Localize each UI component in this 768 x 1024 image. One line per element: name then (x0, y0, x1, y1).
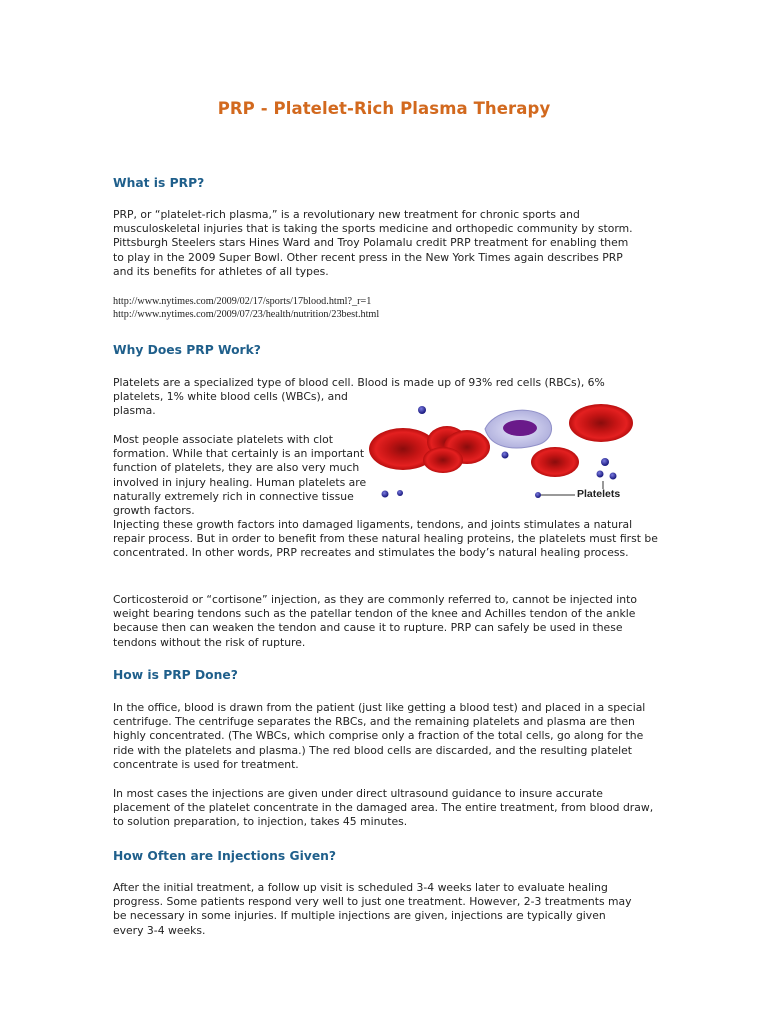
heading-how-prp-done: How is PRP Done? (113, 668, 238, 682)
paragraph-how-often: After the initial treatment, a follow up visit is scheduled 3-4 weeks later to evaluate healing progress. Some patients respond very well to just one treatment. However, 2-3 treatments may be necessary in some injuries. If multiple injections are given, injections are typically given every 3-4 weeks. (113, 881, 632, 937)
paragraph-what-is-prp: PRP, or “platelet-rich plasma,” is a revolutionary new treatment for chronic sports and musculoskeletal injuries that is taking the sports medicine and orthopedic community by storm. Pittsburgh Steelers stars Hines Ward and Troy Polamalu credit PRP treatment for enabling them to play in the 2009 Super Bowl. Other recent press in the New York Times again describes PRP and its benefits for athletes of all types. (113, 208, 633, 278)
platelet (397, 490, 403, 496)
platelet (502, 452, 509, 459)
heading-what-is-prp: What is PRP? (113, 176, 205, 190)
reference-link-1[interactable]: http://www.nytimes.com/2009/02/17/sports/17blood.html?_r=1 (113, 296, 372, 307)
platelet (418, 406, 426, 414)
paragraph-why-rest: platelets, 1% white blood cells (WBCs), and plasma. (113, 390, 348, 418)
platelet (597, 471, 604, 478)
platelet (382, 491, 389, 498)
paragraph-growth-factors: Injecting these growth factors into damaged ligaments, tendons, and joints stimulates a natural repair process. But in order to benefit from these natural healing proteins, the platelets must first be concentrated. In other words, PRP recreates and stimulates the body’s natural healing process. (113, 518, 658, 560)
paragraph-cortisone: Corticosteroid or “cortisone” injection, as they are commonly referred to, cannot be injected into weight bearing tendons such as the patellar tendon of the knee and Achilles tendon of the ankle because then can weaken the tendon and cause it to rupture. PRP can safely be used in these tendons without the risk of rupture. (113, 593, 637, 649)
paragraph-platelet-function: Most people associate platelets with clot formation. While that certainly is an important function of platelets, they are also very much involved in injury healing. Human platelets are naturally extremely rich in connective tissue growth factors. (113, 433, 367, 518)
platelets-label: Platelets (577, 488, 621, 500)
page-title: PRP - Platelet-Rich Plasma Therapy (217, 99, 551, 118)
red-blood-cell (531, 447, 579, 477)
red-blood-cell (569, 404, 633, 442)
heading-how-often: How Often are Injections Given? (113, 849, 337, 863)
red-blood-cell (423, 447, 463, 473)
platelet-legend-marker (535, 492, 541, 498)
paragraph-how-1: In the office, blood is drawn from the patient (just like getting a blood test) and placed in a special centrifuge. The centrifuge separates the RBCs, and the remaining platelets and plasma are then highly concentrated. (The WBCs, which comprise only a fraction of the total cells, go along for the ride with the platelets and plasma.) The red blood cells are discarded, and the resulting platelet concentrate is used for treatment. (113, 701, 646, 771)
heading-why-prp-works: Why Does PRP Work? (113, 343, 261, 357)
platelet (601, 458, 609, 466)
paragraph-how-2: In most cases the injections are given under direct ultrasound guidance to insure accurate placement of the platelet concentrate in the damaged area. The entire treatment, from blood draw, to solution preparation, to injection, takes 45 minutes. (113, 787, 654, 829)
reference-link-2[interactable]: http://www.nytimes.com/2009/07/23/health/nutrition/23best.html (113, 309, 380, 321)
platelet (610, 473, 617, 480)
white-cell-nucleus (503, 420, 537, 436)
blood-cells-illustration (365, 397, 637, 515)
reference-links (113, 295, 379, 322)
paragraph-why-line1: Platelets are a specialized type of blood cell. Blood is made up of 93% red cells (RBCs), 6% (113, 376, 605, 389)
